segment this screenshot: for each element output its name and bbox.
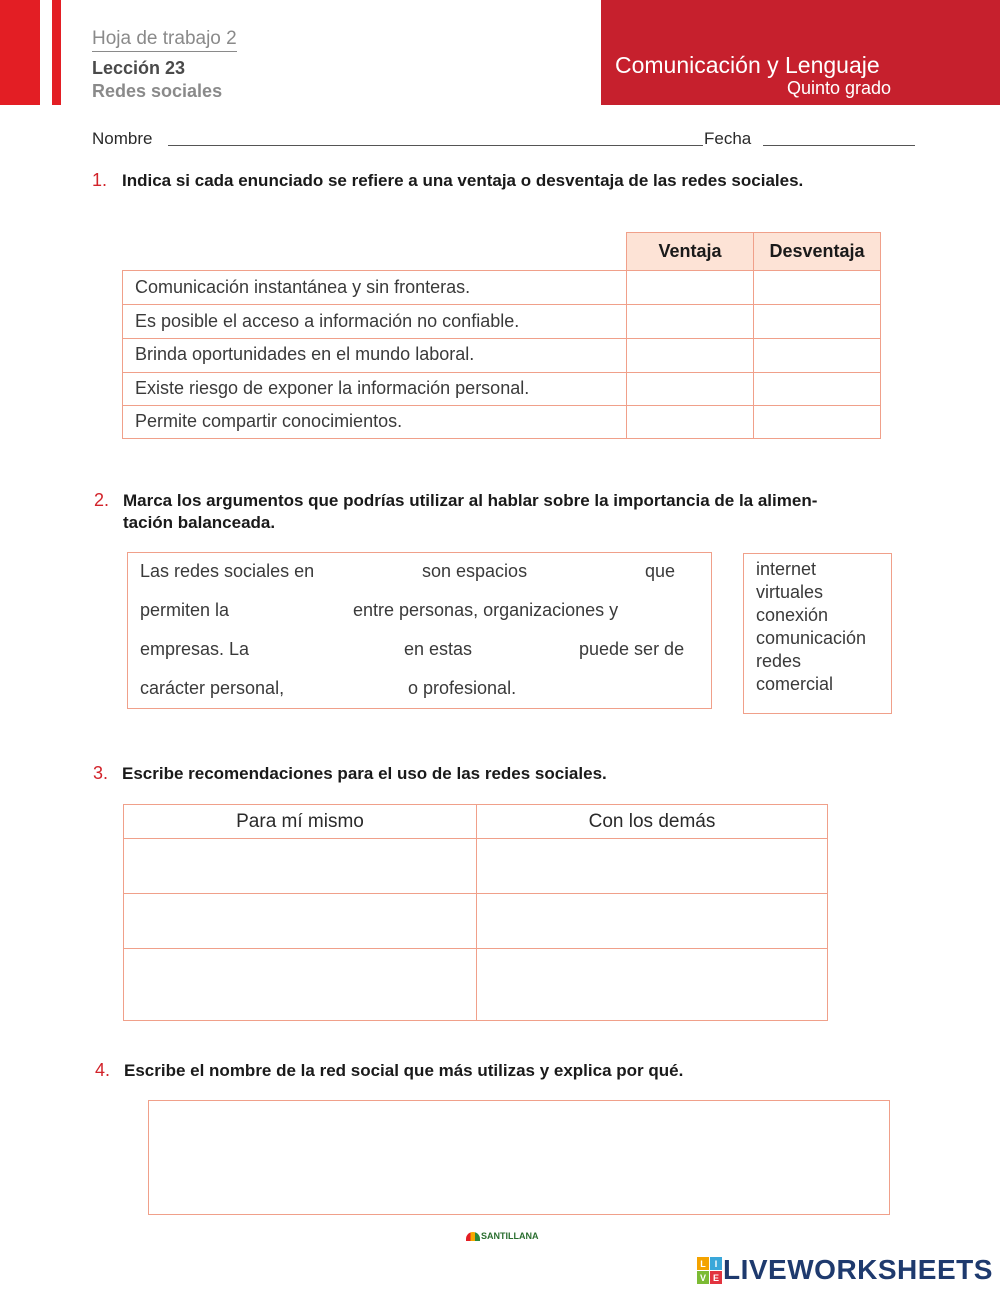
word-bank-item[interactable]: comunicación — [756, 628, 867, 648]
paragraph-fragment: Las redes sociales en — [140, 561, 315, 581]
statement-4: Existe riesgo de exponer la información personal. — [135, 378, 530, 398]
word-bank-item[interactable]: conexión — [756, 605, 829, 625]
question-2-text-line1: Marca los argumentos que podrías utilizar al hablar sobre la importancia de la alimen- — [123, 491, 818, 510]
para-mi-mismo-cell-1[interactable] — [123, 838, 477, 894]
liveworksheets-logo — [697, 1254, 993, 1286]
left-red-stripe — [52, 0, 61, 105]
grade-label: Quinto grado — [787, 78, 892, 98]
topic-label: Redes sociales — [92, 81, 223, 101]
column-header-con-los-demas: Con los demás — [476, 804, 828, 839]
question-4-text: Escribe el nombre de la red social que más utilizas y explica por qué. — [124, 1061, 684, 1080]
paragraph-fragment: en estas — [404, 639, 473, 659]
statement-2: Es posible el acceso a información no confiable. — [135, 311, 520, 331]
paragraph-fragment: son espacios — [422, 561, 528, 581]
column-header-ventaja: Ventaja — [626, 232, 754, 271]
santillana-logo-text: SANTILLANA — [481, 1231, 539, 1241]
ventaja-cell-1[interactable] — [626, 270, 754, 305]
desventaja-cell-3[interactable] — [753, 338, 881, 373]
statement-1: Comunicación instantánea y sin fronteras. — [135, 277, 471, 297]
word-bank — [743, 553, 892, 714]
subject-title: Comunicación y Lenguaje — [615, 52, 880, 78]
desventaja-cell-1[interactable] — [753, 270, 881, 305]
question-1-number: 1. — [92, 170, 108, 190]
con-los-demas-cell-3[interactable] — [476, 948, 828, 1021]
paragraph-fragment: permiten la — [140, 600, 230, 620]
paragraph-fragment: puede ser de — [579, 639, 685, 659]
paragraph-fragment: carácter personal, — [140, 678, 285, 698]
statement-5: Permite compartir conocimientos. — [135, 411, 403, 431]
name-label: Nombre — [92, 129, 153, 148]
date-label: Fecha — [704, 129, 752, 148]
question-3-number: 3. — [93, 763, 109, 783]
word-bank-item[interactable]: redes — [756, 651, 802, 671]
question-1-text: Indica si cada enunciado se refiere a una ventaja o desventaja de las redes sociales. — [122, 171, 804, 190]
paragraph-fragment: que — [645, 561, 676, 581]
statement-3: Brinda oportunidades en el mundo laboral. — [135, 344, 475, 364]
word-bank-item[interactable]: internet — [756, 559, 817, 579]
icon-letter: V — [697, 1271, 709, 1284]
liveworksheets-icon — [697, 1257, 721, 1283]
paragraph-fragment: empresas. La — [140, 639, 250, 659]
liveworksheets-wordmark: LIVEWORKSHEETS — [723, 1254, 993, 1285]
column-header-para-mi-mismo: Para mí mismo — [123, 804, 477, 839]
desventaja-cell-4[interactable] — [753, 372, 881, 406]
paragraph-fragment: o profesional. — [408, 678, 517, 698]
con-los-demas-cell-2[interactable] — [476, 893, 828, 949]
question-2-number: 2. — [94, 490, 110, 510]
desventaja-cell-2[interactable] — [753, 304, 881, 339]
ventaja-cell-4[interactable] — [626, 372, 754, 406]
icon-letter: E — [710, 1271, 722, 1284]
lesson-label: Lección 23 — [92, 58, 186, 78]
santillana-logo-icon — [466, 1232, 480, 1241]
icon-letter: I — [710, 1257, 722, 1270]
ventaja-cell-3[interactable] — [626, 338, 754, 373]
word-bank-item[interactable]: comercial — [756, 674, 834, 694]
santillana-logo — [466, 1231, 539, 1241]
con-los-demas-cell-1[interactable] — [476, 838, 828, 894]
paragraph-fragment: entre personas, organizaciones y — [353, 600, 619, 620]
para-mi-mismo-cell-2[interactable] — [123, 893, 477, 949]
question-4-number: 4. — [95, 1060, 111, 1080]
date-field[interactable] — [763, 145, 915, 146]
word-bank-item[interactable]: virtuales — [756, 582, 824, 602]
left-red-bar — [0, 0, 40, 105]
answer-box[interactable] — [148, 1100, 890, 1215]
question-2-text-line2: tación balanceada. — [123, 513, 276, 532]
desventaja-cell-5[interactable] — [753, 405, 881, 439]
ventaja-cell-2[interactable] — [626, 304, 754, 339]
name-field[interactable] — [168, 145, 703, 146]
ventaja-cell-5[interactable] — [626, 405, 754, 439]
question-3-text: Escribe recomendaciones para el uso de las redes sociales. — [122, 764, 607, 783]
column-header-desventaja: Desventaja — [753, 232, 881, 271]
icon-letter: L — [697, 1257, 709, 1270]
para-mi-mismo-cell-3[interactable] — [123, 948, 477, 1021]
worksheet-title: Hoja de trabajo 2 — [92, 28, 237, 52]
